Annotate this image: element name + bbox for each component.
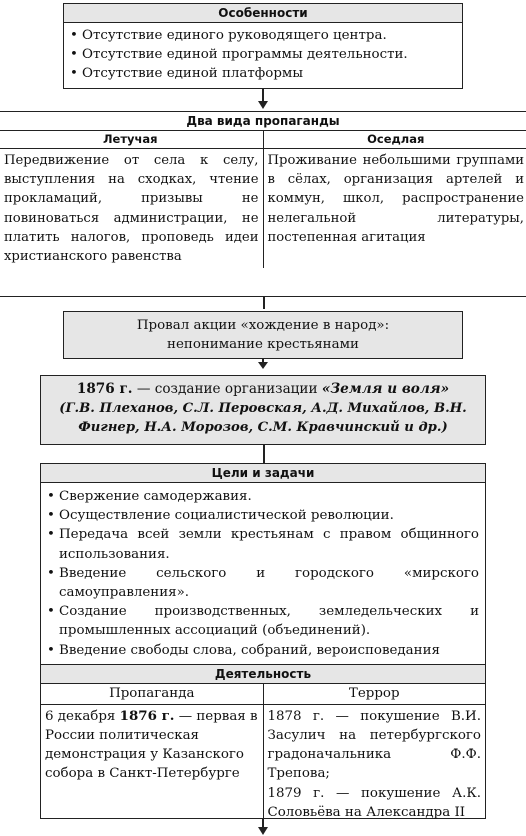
list-item: • Введение сельского и городского «мирского самоуправления». (47, 564, 479, 602)
organization-box (40, 375, 486, 445)
propaganda-right-title: Оседлая (264, 131, 526, 149)
activity-left-year: 1876 г. (119, 707, 175, 724)
activity-left (41, 684, 263, 824)
list-item: • Создание производственных, земледельческих и промышленных ассоциаций (объединений). (47, 602, 479, 640)
propaganda-right-text: Проживание небольшими группами в сёлах, организация артелей и коммун, школ, распространение нелегальной литературы, постепенная агитация (267, 153, 524, 245)
down-arrow-icon (258, 89, 268, 109)
activity-right-text2: 1879 г. — покушение А.К. Соловьёва на Александра II (267, 785, 481, 820)
organization-members: (Г.В. Плеханов, С.Л. Перовская, А.Д. Михайлов, В.Н. Фигнер, Н.А. Морозов, С.М. Кравчинский и др.) (59, 401, 467, 435)
list-item: • Отсутствие единого руководящего центра. (70, 26, 456, 45)
list-item: • Отсутствие единой программы деятельности. (70, 45, 456, 64)
propaganda-left-title: Летучая (0, 131, 263, 149)
failure-box (63, 311, 463, 359)
activity-right-title: Террор (264, 684, 486, 705)
propaganda-left (0, 131, 263, 268)
connector-line (263, 297, 265, 309)
activity-right-text (264, 705, 486, 824)
goals-box (40, 463, 486, 819)
connector-line (263, 445, 265, 463)
failure-line1: Провал акции «хождение в народ»: (136, 318, 390, 333)
activity-right (263, 684, 486, 824)
failure-line2: непонимание крестьянами (167, 337, 359, 352)
activity-columns (41, 684, 485, 824)
features-list (64, 23, 462, 86)
propaganda-box (0, 111, 526, 297)
organization-year: 1876 г. (76, 381, 133, 397)
organization-heading (47, 380, 479, 399)
list-item: • Передача всей земли крестьянам с правом общинного использования. (47, 525, 479, 563)
activity-left-date: 6 декабря (45, 708, 120, 724)
activity-left-text (41, 705, 263, 786)
down-arrow-icon (258, 819, 268, 835)
organization-name: «Земля и воля» (321, 381, 450, 397)
list-item: • Осуществление социалистической революции. (47, 506, 479, 525)
propaganda-left-text: Передвижение от села к селу, выступления на сходках, чтение прокламаций, призывы не повиноваться администрации, не платить налогов, проповедь идеи христианского равенства (4, 153, 259, 265)
propaganda-right (263, 131, 526, 268)
activity-right-text1: 1878 г. — покушение В.И. Засулич на петербургского градоначальника Ф.Ф. Трепова; (267, 708, 481, 782)
list-item: • Свержение самодержавия. (47, 487, 479, 506)
propaganda-title: Два вида пропаганды (0, 112, 526, 131)
list-item: • Отсутствие единой платформы (70, 64, 456, 83)
goals-title: Цели и задачи (41, 464, 485, 483)
features-title: Особенности (64, 4, 462, 23)
activity-title: Деятельность (41, 664, 485, 684)
activity-left-title: Пропаганда (41, 684, 263, 705)
features-box (63, 3, 463, 89)
down-arrow-icon (258, 359, 268, 369)
propaganda-columns (0, 131, 526, 268)
organization-text: — создание организации (132, 381, 322, 397)
activity-left-body: — первая в России политическая демонстрация у Казанского собора в Санкт-Петербурге (45, 708, 258, 782)
list-item: • Введение свободы слова, собраний, вероисповедания (47, 641, 479, 660)
goals-list (41, 483, 485, 664)
